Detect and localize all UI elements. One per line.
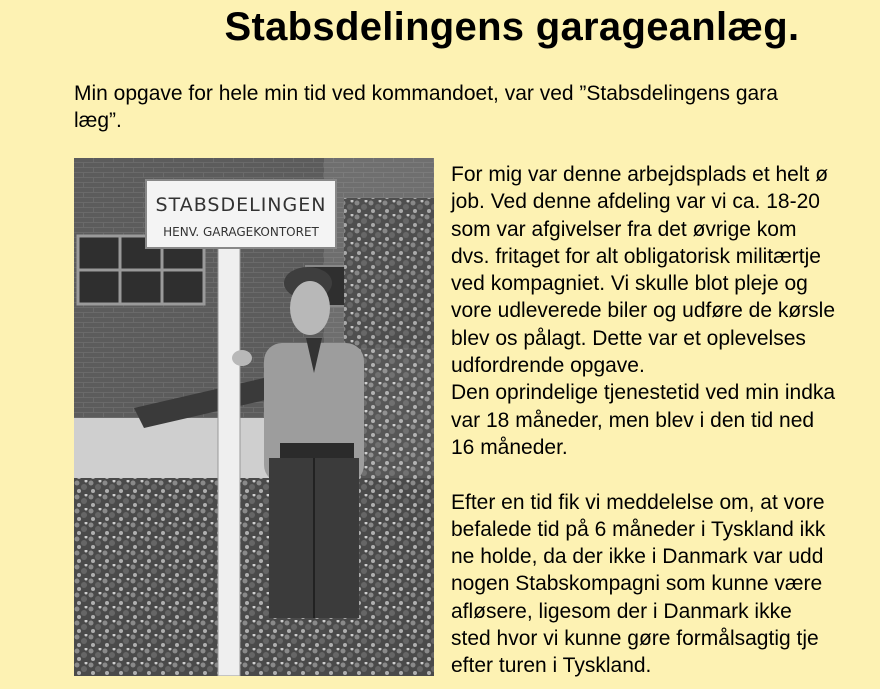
text-line: nogen Stabskompagni som kunne være [451,572,823,596]
text-line: vore udleverede biler og udføre de kørsle [451,299,836,323]
text-line: blev os pålagt. Dette var et oplevelses [451,326,806,350]
text-line: job. Ved denne afdeling var vi ca. 18-20 [451,190,820,214]
body-text [451,161,880,680]
text-line: afløsere, ligesom der i Danmark ikke [451,599,792,623]
text-line: ne holde, da der ikke i Danmark var udd [451,545,824,569]
page-title: Stabsdelingens garageanlæg. [224,5,800,49]
text-line: efter turen i Tyskland. [451,654,652,678]
text-line: som var afgivelser fra det øvrige kom [451,217,797,241]
sign-text-line1: STABSDELINGEN [155,194,327,216]
sign-text-line2: HENV. GARAGEKONTORET [163,225,319,239]
text-line: udfordrende opgave. [451,354,645,378]
text-line: 16 måneder. [451,435,568,459]
text-line: ved kompagniet. Vi skulle blot pleje og [451,272,808,296]
intro-line: Min opgave for hele min tid ved kommandoet, var ved ”Stabsdelingens gara [74,82,778,105]
text-line: sted hvor vi kunne gøre formålsagtig tje [451,627,819,651]
intro-paragraph [74,80,880,134]
text-line: var 18 måneder, men blev i den tid ned [451,408,815,432]
text-line: befalede tid på 6 måneder i Tyskland ikk [451,517,826,541]
text-line: Den oprindelige tjenestetid ved min indka [451,381,836,405]
text-line: Efter en tid fik vi meddelelse om, at vore [451,490,825,514]
text-line: For mig var denne arbejdsplads et helt ø [451,163,829,186]
paragraph [451,161,880,379]
paragraph [451,379,880,461]
soldier-photo [74,158,434,676]
text-line: dvs. fritaget for alt obligatorisk militærtje [451,244,821,268]
intro-line: læg”. [74,109,122,132]
paragraph [451,489,880,680]
